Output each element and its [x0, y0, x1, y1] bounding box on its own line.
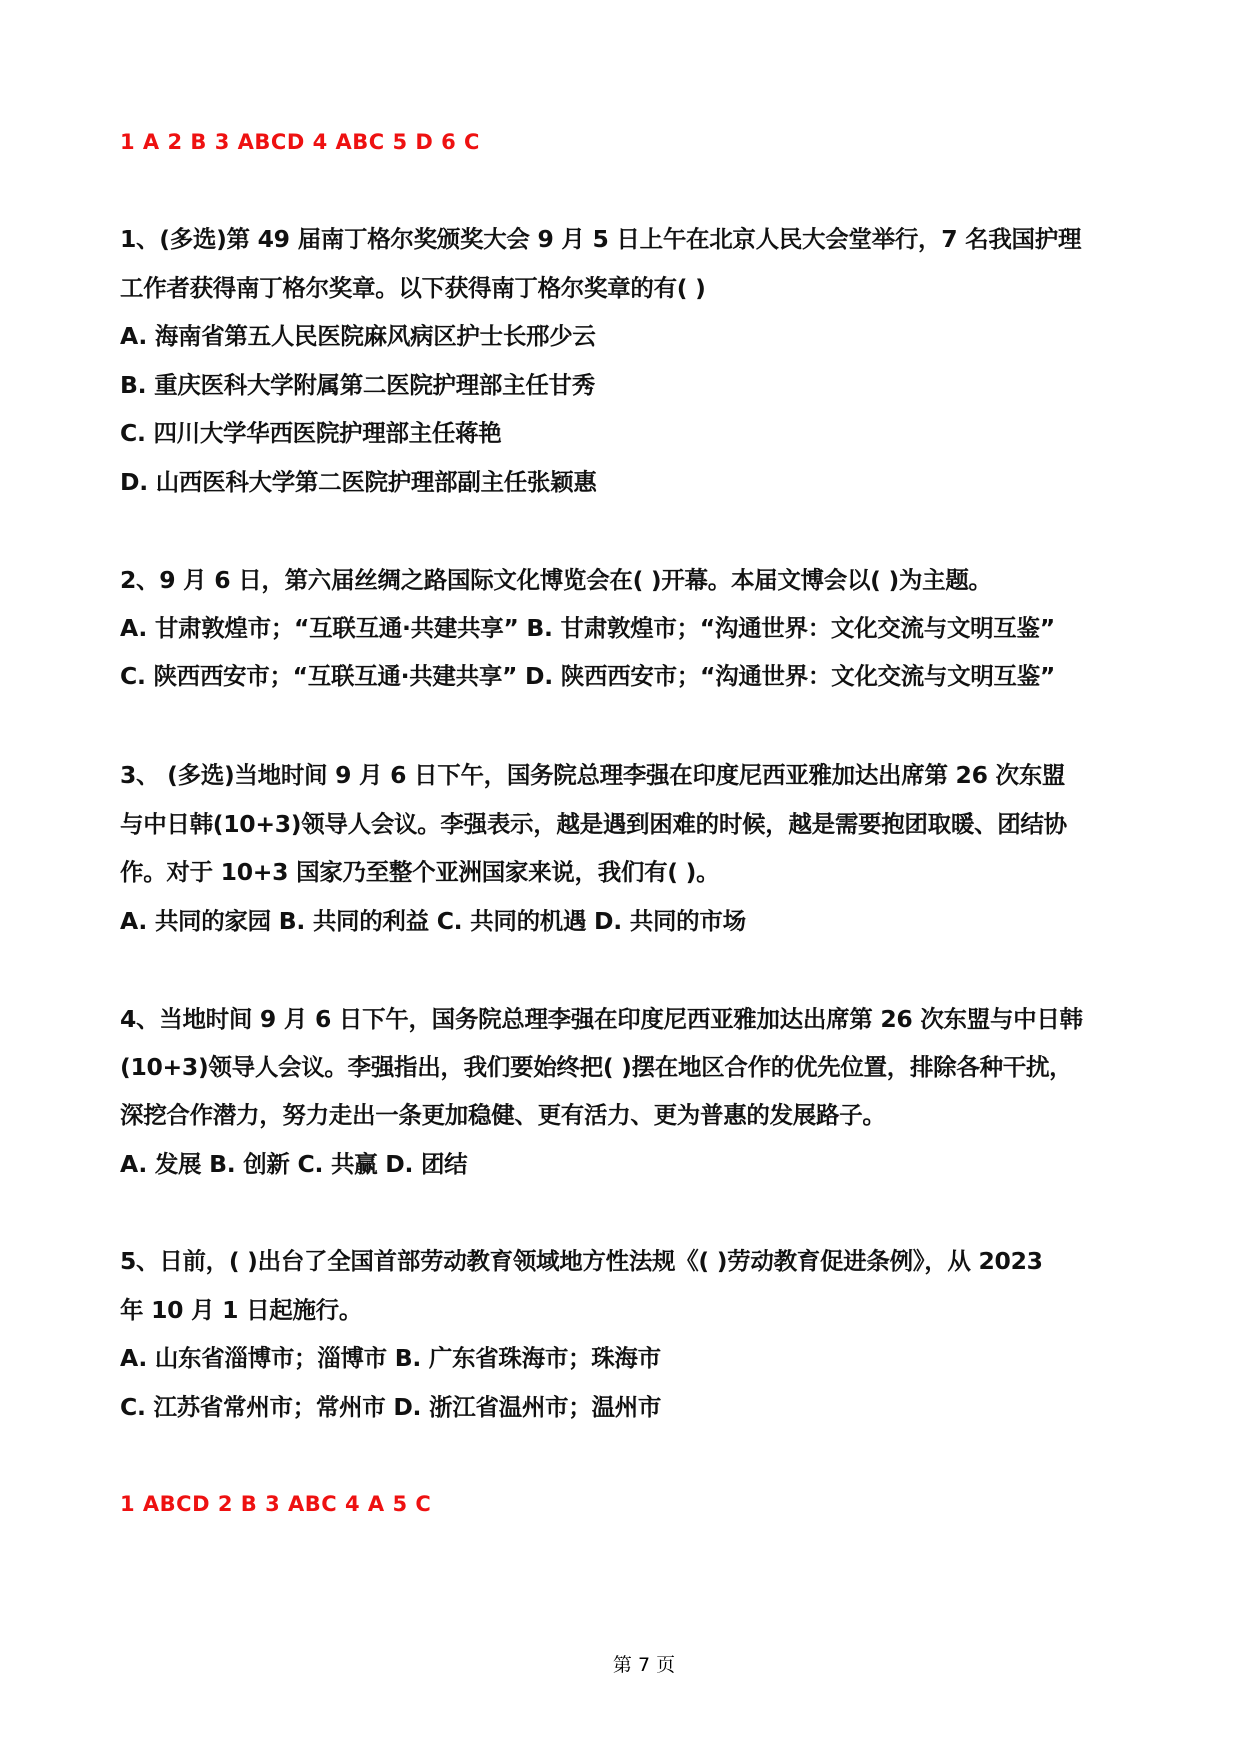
question-1-option-d: D. 山西医科大学第二医院护理部副主任张颖惠	[120, 468, 597, 496]
question-4-line-3: 深挖合作潜力，努力走出一条更加稳健、更有活力、更为普惠的发展路子。	[120, 1101, 886, 1129]
question-5-line-1: 5、日前，( )出台了全国首部劳动教育领域地方性法规《( )劳动教育促进条例》，从 2023	[120, 1247, 1043, 1275]
question-1-line-1: 1、(多选)第 49 届南丁格尔奖颁奖大会 9 月 5 日上午在北京人民大会堂举行，7 名我国护理	[120, 225, 1082, 253]
page-number: 第 7 页	[612, 1654, 676, 1676]
question-4-line-1: 4、当地时间 9 月 6 日下午，国务院总理李强在印度尼西亚雅加达出席第 26 次东盟与中日韩	[120, 1005, 1083, 1033]
question-4-options: A. 发展 B. 创新 C. 共赢 D. 团结	[120, 1150, 468, 1178]
question-5-options-cd: C. 江苏省常州市；常州市 D. 浙江省温州市；温州市	[120, 1393, 662, 1421]
question-4-line-2: (10+3)领导人会议。李强指出，我们要始终把( )摆在地区合作的优先位置，排除各种干扰，	[120, 1053, 1073, 1081]
question-3-line-1: 3、 (多选)当地时间 9 月 6 日下午，国务院总理李强在印度尼西亚雅加达出席第 26 次东盟	[120, 761, 1066, 789]
question-5-line-2: 年 10 月 1 日起施行。	[120, 1296, 363, 1324]
question-1-line-2: 工作者获得南丁格尔奖章。以下获得南丁格尔奖章的有( )	[120, 274, 706, 302]
question-1-option-c: C. 四川大学华西医院护理部主任蒋艳	[120, 419, 502, 447]
question-3-line-2: 与中日韩(10+3)领导人会议。李强表示，越是遇到困难的时候，越是需要抱团取暖、团结协	[120, 810, 1067, 838]
answer-key-bottom: 1 ABCD 2 B 3 ABC 4 A 5 C	[120, 1492, 432, 1516]
answer-key-top: 1 A 2 B 3 ABCD 4 ABC 5 D 6 C	[120, 130, 480, 154]
question-5-options-ab: A. 山东省淄博市；淄博市 B. 广东省珠海市；珠海市	[120, 1344, 661, 1372]
question-3-options: A. 共同的家园 B. 共同的利益 C. 共同的机遇 D. 共同的市场	[120, 907, 746, 935]
question-1-option-a: A. 海南省第五人民医院麻风病区护士长邢少云	[120, 322, 596, 350]
question-3-line-3: 作。对于 10+3 国家乃至整个亚洲国家来说，我们有( )。	[120, 858, 720, 886]
question-2-options-ab: A. 甘肃敦煌市；“互联互通·共建共享” B. 甘肃敦煌市；“沟通世界：文化交流与文明互鉴”	[120, 614, 1055, 642]
question-1-option-b: B. 重庆医科大学附属第二医院护理部主任甘秀	[120, 371, 595, 399]
question-2-options-cd: C. 陕西西安市；“互联互通·共建共享” D. 陕西西安市；“沟通世界：文化交流与文明互鉴”	[120, 662, 1056, 690]
question-2-line-1: 2、9 月 6 日，第六届丝绸之路国际文化博览会在( )开幕。本届文博会以( )为主题。	[120, 566, 992, 594]
